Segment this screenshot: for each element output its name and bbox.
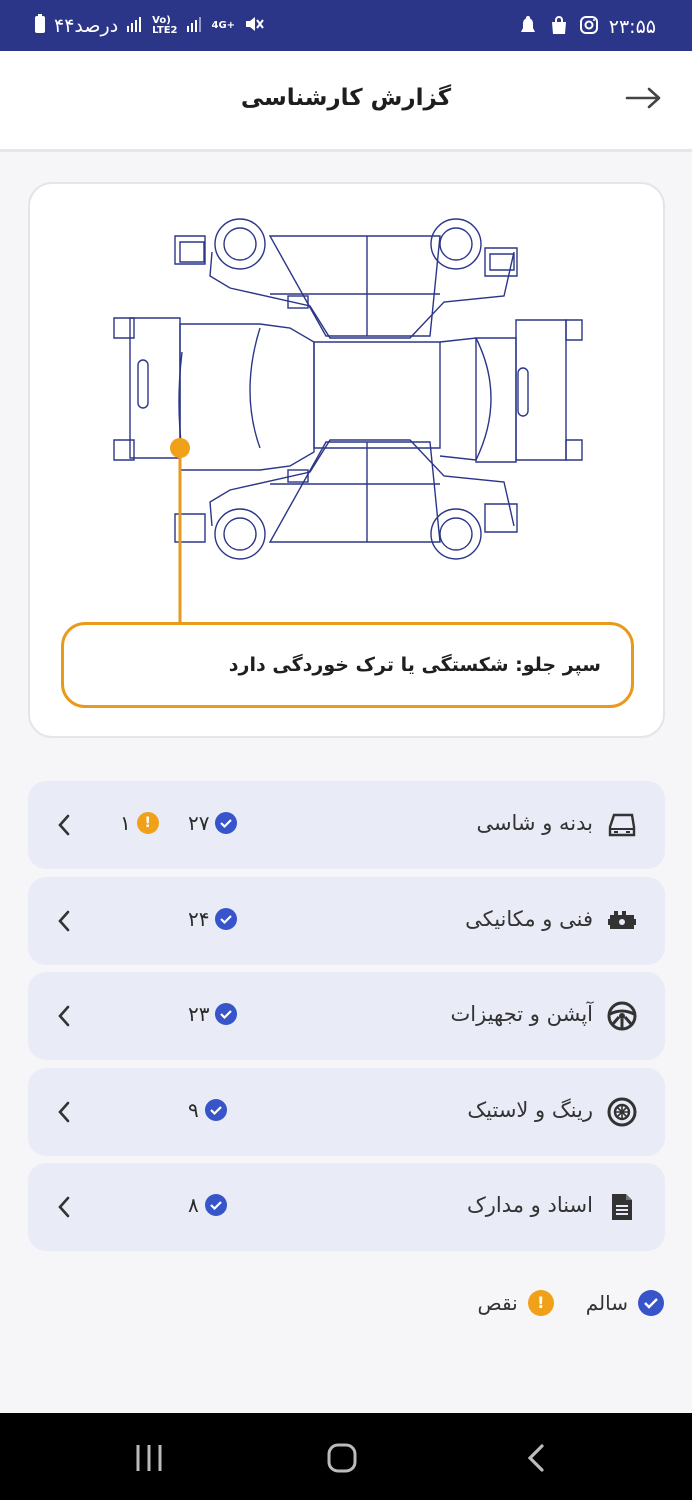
category-technical-mechanical[interactable] <box>28 877 665 965</box>
category-label: بدنه و شاسی <box>476 811 593 835</box>
legend-ok-label: سالم <box>585 1291 628 1315</box>
car-diagram <box>30 184 667 624</box>
ok-count-value: ۲۴ <box>188 907 210 931</box>
home-icon[interactable] <box>326 1443 358 1477</box>
system-nav-bar <box>0 1413 692 1500</box>
document-icon <box>606 1191 638 1223</box>
category-rim-tire[interactable] <box>28 1068 665 1156</box>
category-label: فنی و مکانیکی <box>465 907 593 931</box>
status-bar-right <box>517 14 656 40</box>
chevron-left-icon <box>56 1193 72 1221</box>
defect-marker[interactable] <box>170 438 190 458</box>
chevron-left-icon <box>56 1002 72 1030</box>
legend <box>478 1290 664 1316</box>
check-icon <box>205 1194 227 1216</box>
check-icon <box>638 1290 664 1316</box>
ok-count <box>188 1193 227 1217</box>
ok-count-value: ۲۳ <box>188 1002 210 1026</box>
chevron-left-icon <box>56 811 72 839</box>
car-right-side[interactable] <box>175 440 517 559</box>
defect-description: سپر جلو: شکستگی یا ترک خوردگی دارد <box>228 654 601 676</box>
chevron-left-icon <box>56 1098 72 1126</box>
defect-callout <box>61 622 634 708</box>
check-icon <box>215 812 237 834</box>
steering-wheel-icon <box>606 1000 638 1032</box>
check-icon <box>205 1099 227 1121</box>
clock: ۲۳:۵۵ <box>608 16 656 38</box>
recents-icon[interactable] <box>134 1443 164 1477</box>
car-left-side[interactable] <box>175 219 517 338</box>
warning-icon: ! <box>137 812 159 834</box>
network-label-2: 4G+ <box>211 20 236 31</box>
battery-level: ۴۴درصد <box>54 15 119 37</box>
warn-count-value: ۱ <box>120 811 131 835</box>
category-body-chassis[interactable] <box>28 781 665 869</box>
instagram-icon <box>579 15 599 39</box>
page-title: گزارش کارشناسی <box>240 85 452 111</box>
category-label: آپشن و تجهیزات <box>450 1002 593 1026</box>
ok-count-value: ۹ <box>188 1098 199 1122</box>
ok-count-value: ۸ <box>188 1193 199 1217</box>
signal-icon <box>126 16 144 36</box>
category-label: رینگ و لاستیک <box>467 1098 593 1122</box>
warning-icon: ! <box>528 1290 554 1316</box>
tire-icon <box>606 1096 638 1128</box>
car-body-icon <box>606 809 638 841</box>
back-icon[interactable] <box>524 1443 548 1477</box>
check-icon <box>215 1003 237 1025</box>
ok-count <box>188 811 237 835</box>
legend-warn-label: نقص <box>477 1291 518 1315</box>
battery-icon <box>34 14 46 38</box>
ok-count <box>188 907 237 931</box>
status-bar-left <box>34 14 265 38</box>
signal-icon-2 <box>186 16 204 36</box>
check-icon <box>215 908 237 930</box>
mute-icon <box>243 14 265 38</box>
engine-icon <box>606 905 638 937</box>
back-button[interactable] <box>624 84 664 116</box>
network-label-1: Vo) LTE2 <box>152 15 178 36</box>
app-header <box>0 51 692 152</box>
ok-count <box>188 1098 227 1122</box>
category-label: اسناد و مدارک <box>466 1193 593 1217</box>
warn-count <box>120 811 159 835</box>
arrow-right-icon <box>625 86 663 114</box>
category-documents[interactable] <box>28 1163 665 1251</box>
notification-icon <box>517 14 539 40</box>
car-diagram-card <box>28 182 665 738</box>
ok-count-value: ۲۷ <box>188 811 210 835</box>
status-bar <box>0 0 692 51</box>
ok-count <box>188 1002 237 1026</box>
shopping-icon <box>549 15 569 39</box>
category-options-equipment[interactable] <box>28 972 665 1060</box>
chevron-left-icon <box>56 907 72 935</box>
